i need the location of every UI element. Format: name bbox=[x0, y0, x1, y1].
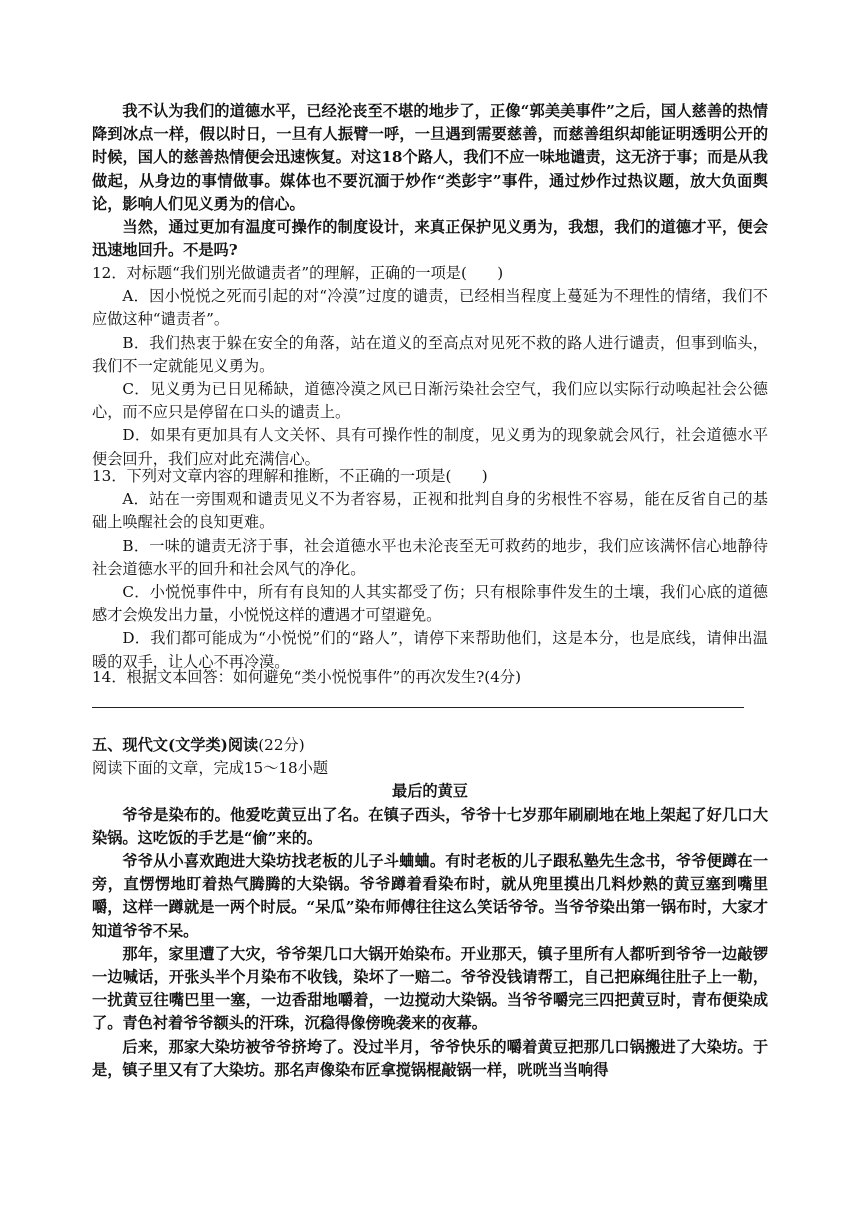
option-b: B．我们热衷于躲在安全的角落，站在道义的至高点对见死不救的路人进行谴责，但事到临头，我们不一定就能见义勇为。 bbox=[92, 333, 768, 375]
section-heading-text: 五、现代文(文学类)阅读 bbox=[92, 736, 259, 754]
section-heading bbox=[92, 734, 768, 757]
option-a: A．站在一旁围观和谴责见义不为者容易，正视和批判自身的劣根性不容易，能在反省自己的基础上唤醒社会的良知更难。 bbox=[92, 490, 768, 532]
essay-paragraph: 我不认为我们的道德水平，已经沦丧至不堪的地步了，正像“郭美美事件”之后，国人慈善的热情降到冰点一样，假以时日，一旦有人振臂一呼，一旦遇到需要慈善，而慈善组织却能证明透明公开的时候，国人的慈善热情便会迅速恢复。对这18个路人，我们不应一味地谴责，这无济于事；而是从我做起，从身边的事情做事。媒体也不要沉湎于炒作“类彭宇”事件，通过炒作过热议题，放大负面舆论，影响人们见义勇为的信心。 bbox=[92, 102, 768, 213]
article-paragraph: 那年，家里遭了大灾，爷爷架几口大锅开始染布。开业那天，镇子里所有人都听到爷爷一边敲锣一边喊话，开张头半个月染布不收钱，染坏了一赔二。爷爷没钱请帮工，自己把麻绳往肚子上一勒，一扰黄豆往嘴巴里一塞，一边香甜地嚼着，一边搅动大染锅。当爷爷嚼完三四把黄豆时，青布便染成了。青色衬着爷爷额头的汗珠，沉稳得像傍晚袭来的夜幕。 bbox=[92, 944, 768, 1033]
article-paragraph: 爷爷从小喜欢跑进大染坊找老板的儿子斗蛐蛐。有时老板的儿子跟私塾先生念书，爷爷便蹲在一旁，直愣愣地盯着热气腾腾的大染锅。爷爷蹲着看染布时，就从兜里摸出几料炒熟的黄豆塞到嘴里嚼，这样一蹲就是一两个时辰。“呆瓜”染布师傅往往这么笑话爷爷。当爷爷染出第一锅布时，大家才知道爷爷不呆。 bbox=[92, 852, 768, 940]
question-12 bbox=[92, 262, 768, 471]
option-b: B．一味的谴责无济于事，社会道德水平也未沦丧至无可救药的地步，我们应该满怀信心地静待社会道德水平的回升和社会风气的净化。 bbox=[92, 536, 768, 578]
section-instruction: 阅读下面的文章，完成15～18小题 bbox=[92, 759, 329, 778]
article-paragraph: 爷爷是染布的。他爱吃黄豆出了名。在镇子西头，爷爷十七岁那年刷刷地在地上架起了好几口大染锅。这吃饭的手艺是“偷”来的。 bbox=[92, 805, 768, 847]
option-d: D．如果有更加具有人文关怀、具有可操作性的制度，见义勇为的现象就会风行，社会道德水平便会回升，我们应对此充满信心。 bbox=[92, 426, 768, 468]
option-c: C．小悦悦事件中，所有有良知的人其实都受了伤；只有根除事件发生的土壤，我们心底的道德感才会焕发出力量，小悦悦这样的遭遇才可望避免。 bbox=[92, 583, 768, 625]
option-a: A．因小悦悦之死而引起的对“冷漠”过度的谴责，已经相当程度上蔓延为不理性的情绪，我们不应做这种“谴责者”。 bbox=[92, 287, 768, 329]
question-stem: 14．根据文本回答：如何避免“类小悦悦事件”的再次发生?(4分) bbox=[92, 668, 522, 686]
answer-line bbox=[92, 707, 744, 708]
option-c: C．见义勇为已日见稀缺，道德冷漠之风已日渐污染社会空气，我们应以实际行动唤起社会公德心，而不应只是停留在口头的谴责上。 bbox=[92, 380, 768, 422]
question-stem: 12．对标题“我们别光做谴责者”的理解，正确的一项是( ) bbox=[92, 264, 504, 282]
question-stem: 13．下列对文章内容的理解和推断，不正确的一项是( ) bbox=[92, 467, 488, 485]
article-paragraph: 后来，那家大染坊被爷爷挤垮了。没过半月，爷爷快乐的嚼着黄豆把那几口锅搬进了大染坊。于是，镇子里又有了大染坊。那名声像染布匠拿搅锅棍敲锅一样，咣咣当当响得 bbox=[92, 1037, 768, 1079]
article-title: 最后的黄豆 bbox=[392, 782, 468, 801]
essay-paragraph: 当然，通过更加有温度可操作的制度设计，来真正保护见义勇为，我想，我们的道德才平，便会迅速地回升。不是吗? bbox=[92, 218, 768, 260]
essay-ending bbox=[92, 100, 768, 262]
option-d: D．我们都可能成为“小悦悦”们的“路人”，请停下来帮助他们，这是本分，也是底线，请伸出温暖的双手，让人心不再冷漠。 bbox=[92, 629, 768, 671]
question-13 bbox=[92, 465, 768, 674]
question-14 bbox=[92, 666, 768, 689]
section-score: (22分) bbox=[258, 736, 305, 754]
section-5 bbox=[92, 734, 768, 1082]
